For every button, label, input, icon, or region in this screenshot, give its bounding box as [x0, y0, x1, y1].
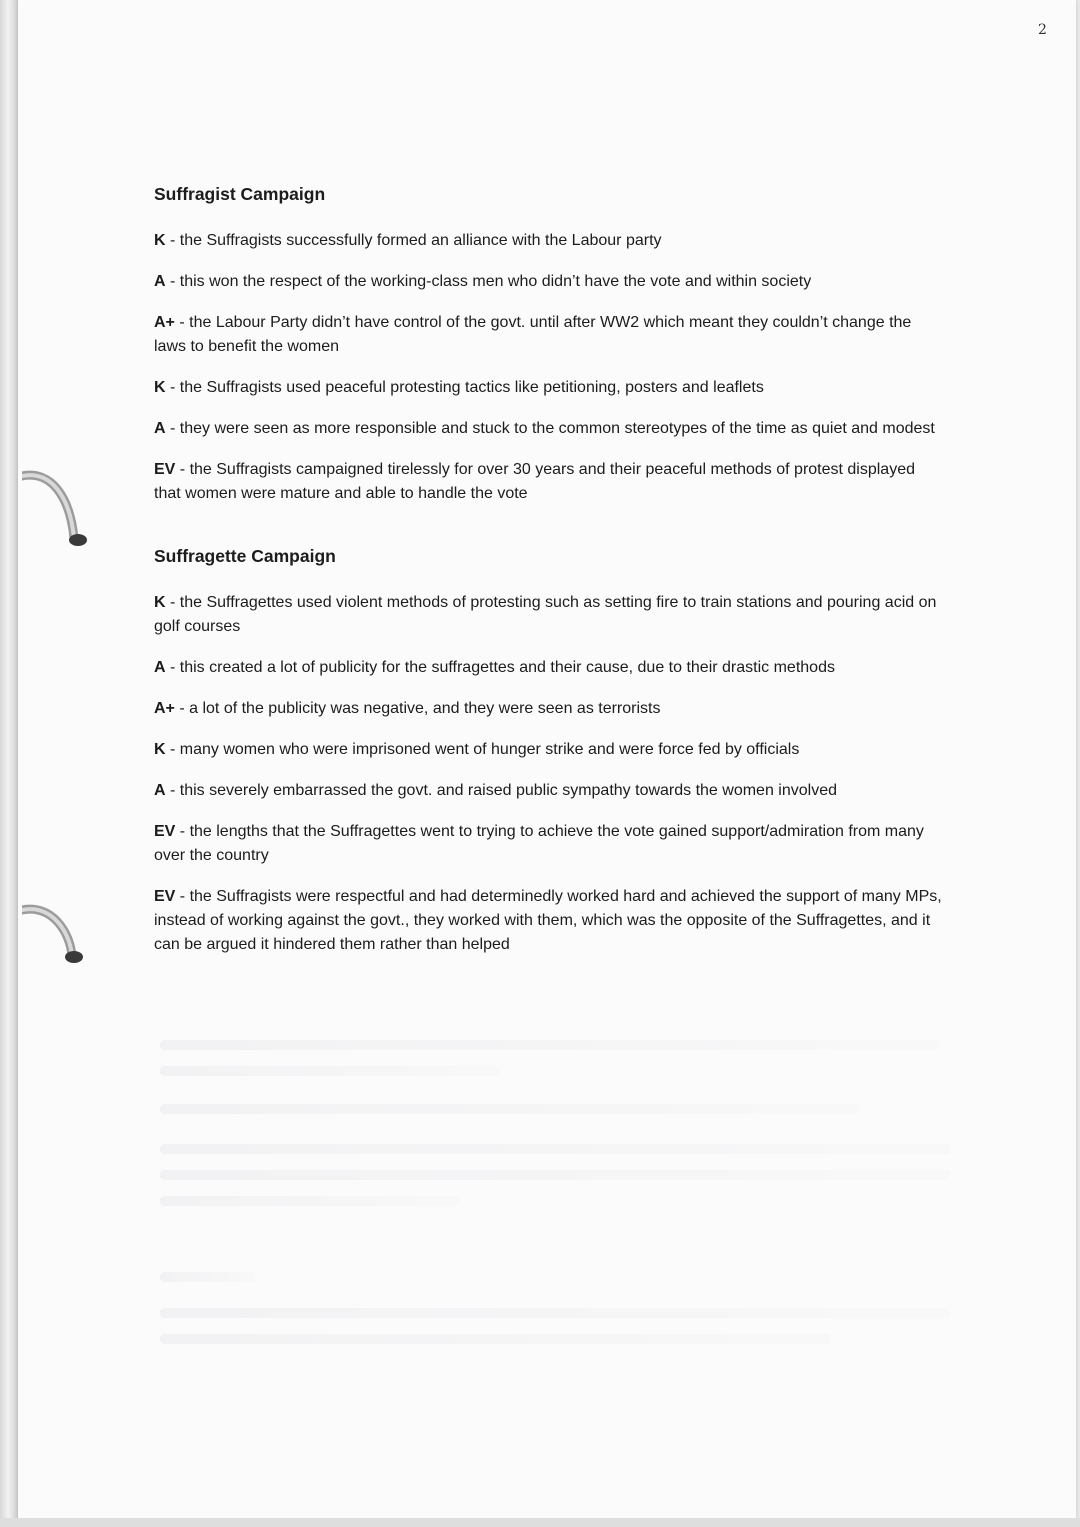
point-text: they were seen as more responsible and stuck to the common stereotypes of the time as quiet and modest [179, 420, 935, 437]
point-text: this created a lot of publicity for the suffragettes and their cause, due to their drastic methods [179, 659, 835, 676]
point-text: many women who were imprisoned went of hunger strike and were force fed by officials [179, 741, 800, 758]
section-title-suffragette: Suffragette Campaign [154, 546, 336, 566]
point-tag: A+ [154, 700, 175, 717]
show-through-line [160, 1170, 950, 1180]
point: A+ - the Labour Party didn’t have control of the govt. until after WW2 which meant they couldn’t change the laws to benefit the women [154, 314, 912, 355]
point-tag: A [154, 659, 166, 676]
show-through-line [160, 1334, 830, 1344]
document-content [154, 182, 946, 974]
show-through-line [160, 1104, 860, 1114]
point: K - the Suffragettes used violent methods of protesting such as setting fire to train stations and pouring acid on golf courses [154, 594, 937, 635]
point: EV - the lengths that the Suffragettes went to trying to achieve the vote gained support/admiration from many over the country [154, 823, 924, 864]
point: K - the Suffragists successfully formed an alliance with the Labour party [154, 232, 662, 249]
point-text: this severely embarrassed the govt. and raised public sympathy towards the women involved [179, 782, 837, 799]
point-text: a lot of the publicity was negative, and they were seen as terrorists [189, 700, 661, 717]
point-tag: EV [154, 888, 176, 905]
point: EV - the Suffragists campaigned tirelessly for over 30 years and their peaceful methods of protest displayed that women were mature and able to handle the vote [154, 461, 915, 502]
point-text: the Suffragists used peaceful protesting tactics like petitioning, posters and leaflets [179, 379, 764, 396]
point-tag: K [154, 741, 166, 758]
point: A - they were seen as more responsible and stuck to the common stereotypes of the time as quiet and modest [154, 420, 935, 437]
point: A - this created a lot of publicity for the suffragettes and their cause, due to their drastic methods [154, 659, 835, 676]
point-tag: EV [154, 461, 176, 478]
show-through-line [160, 1272, 255, 1282]
point: EV - the Suffragists were respectful and had determinedly worked hard and achieved the support of many MPs, instead of working against the govt., they worked with them, which was the opposite of the Suffragettes, and it can be argued it hindered them rather than helped [154, 888, 942, 953]
point-tag: K [154, 232, 166, 249]
point-text: the Suffragists campaigned tirelessly for over 30 years and their peaceful methods of protest displayed that women were mature and able to handle the vote [154, 461, 915, 502]
point-tag: A+ [154, 314, 175, 331]
point: K - the Suffragists used peaceful protesting tactics like petitioning, posters and leaflets [154, 379, 764, 396]
binder-edge [0, 0, 20, 1527]
binder-ring-icon [22, 468, 92, 546]
point-text: the Suffragettes used violent methods of protesting such as setting fire to train stations and pouring acid on golf courses [154, 594, 937, 635]
page-bottom-edge [0, 1518, 1080, 1527]
point-text: the Suffragists successfully formed an alliance with the Labour party [179, 232, 662, 249]
point-text: this won the respect of the working-class men who didn’t have the vote and within society [179, 273, 812, 290]
point: K - many women who were imprisoned went of hunger strike and were force fed by officials [154, 741, 800, 758]
point-tag: K [154, 594, 166, 611]
show-through-line [160, 1040, 940, 1050]
point: A - this severely embarrassed the govt. and raised public sympathy towards the women involved [154, 782, 837, 799]
point-tag: A [154, 420, 166, 437]
binder-ring-icon [22, 902, 92, 980]
point-tag: EV [154, 823, 176, 840]
show-through-line [160, 1066, 500, 1076]
show-through-line [160, 1308, 950, 1318]
section-title-suffragist: Suffragist Campaign [154, 184, 326, 204]
point-tag: A [154, 782, 166, 799]
point-text: the Suffragists were respectful and had determinedly worked hard and achieved the support of many MPs, instead of working against the govt., they worked with them, which was the opposite of the Suffragettes, and it can be argued it hindered them rather than helped [154, 888, 942, 953]
point-text: the Labour Party didn’t have control of the govt. until after WW2 which meant they couldn’t change the laws to benefit the women [154, 314, 912, 355]
point: A+ - a lot of the publicity was negative, and they were seen as terrorists [154, 700, 661, 717]
point: A - this won the respect of the working-class men who didn’t have the vote and within society [154, 273, 812, 290]
point-text: the lengths that the Suffragettes went to trying to achieve the vote gained support/admiration from many over the country [154, 823, 924, 864]
show-through-line [160, 1196, 460, 1206]
point-tag: A [154, 273, 166, 290]
page-number: 2 [1038, 22, 1047, 38]
show-through-line [160, 1144, 950, 1154]
point-tag: K [154, 379, 166, 396]
